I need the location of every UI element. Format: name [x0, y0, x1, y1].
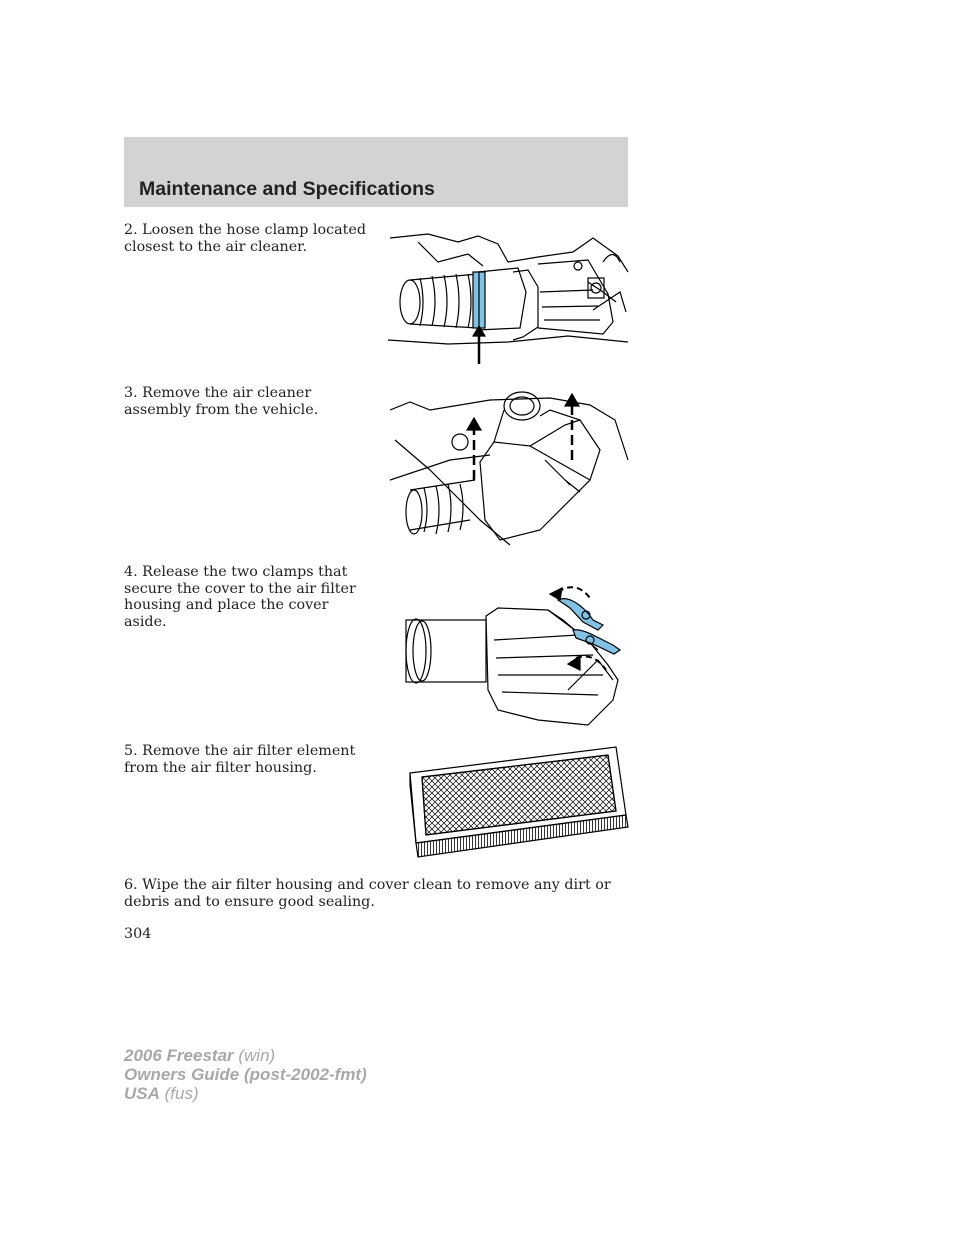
step-5-text: 5. Remove the air filter element from the air filter housing.	[124, 743, 356, 776]
housing-clamps-illustration	[398, 580, 630, 730]
document-footer	[124, 1046, 367, 1103]
step-6-text: 6. Wipe the air filter housing and cover clean to remove any dirt or debris and to ensure good sealing.	[124, 877, 611, 910]
footer-market: USA	[124, 1084, 160, 1103]
step-2-text: 2. Loosen the hose clamp located closest to the air cleaner.	[124, 222, 366, 255]
air-filter-element-illustration	[408, 745, 630, 860]
footer-line-1	[124, 1046, 367, 1065]
step-4-text: 4. Release the two clamps that secure the cover to the air filter housing and place the cover aside.	[124, 564, 356, 630]
footer-line-3	[124, 1084, 367, 1103]
section-header-band	[124, 137, 628, 207]
footer-model-code: (win)	[233, 1046, 276, 1065]
footer-line-2: Owners Guide (post-2002-fmt)	[124, 1065, 367, 1084]
air-cleaner-assembly-illustration	[390, 380, 630, 550]
page-number: 304	[124, 926, 152, 942]
step-3-text: 3. Remove the air cleaner assembly from the vehicle.	[124, 385, 319, 418]
hose-clamp-illustration	[388, 232, 630, 368]
footer-model: 2006 Freestar	[124, 1046, 234, 1065]
footer-market-code: (fus)	[159, 1084, 199, 1103]
section-title: Maintenance and Specifications	[139, 178, 435, 200]
